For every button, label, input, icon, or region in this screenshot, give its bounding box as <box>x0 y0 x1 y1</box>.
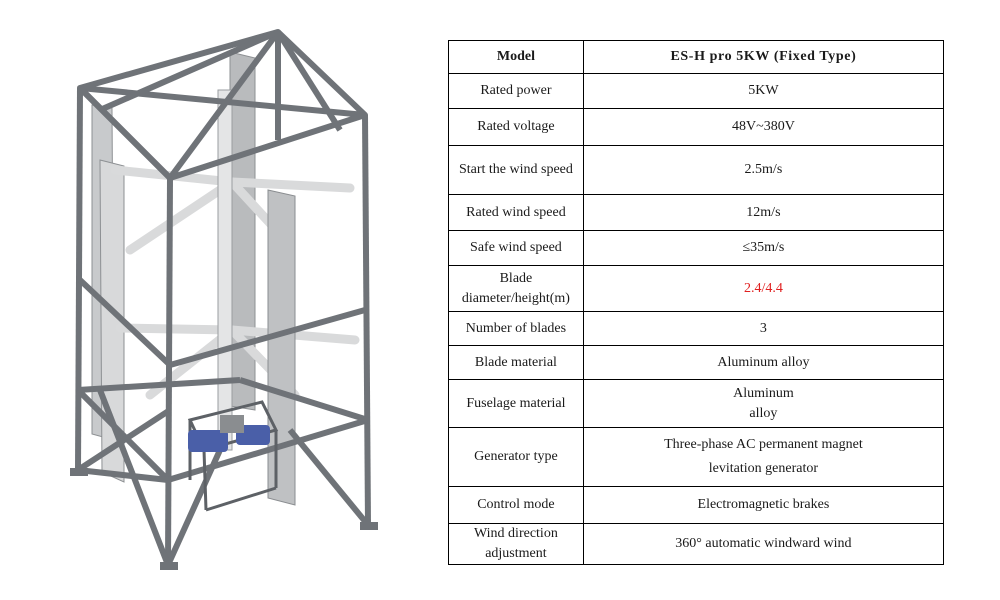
row-value <box>583 428 943 487</box>
row-label-line: Blade <box>499 270 533 286</box>
wind-turbine-illustration <box>40 10 410 590</box>
row-label-line: diameter/height(m) <box>461 290 570 306</box>
row-label: Generator type <box>449 428 584 487</box>
header-model-label: Model <box>449 41 584 74</box>
table-row <box>449 146 944 195</box>
row-value-highlight: 2.4/4.4 <box>583 266 943 312</box>
table-row <box>449 109 944 146</box>
turbine-blade-front <box>268 190 295 505</box>
row-value: Electromagnetic brakes <box>583 487 943 524</box>
row-label-line: adjustment <box>485 546 547 561</box>
row-label: Blade material <box>449 346 584 380</box>
turbine-shaft <box>218 90 232 450</box>
row-value: ≤35m/s <box>583 231 943 266</box>
table-row <box>449 428 944 487</box>
table-row <box>449 266 944 312</box>
row-label <box>449 524 584 565</box>
table-row <box>449 380 944 428</box>
table-row <box>449 312 944 346</box>
row-label: Control mode <box>449 487 584 524</box>
row-label: Start the wind speed <box>449 146 584 195</box>
header-model-value: ES-H pro 5KW (Fixed Type) <box>583 41 943 74</box>
row-label: Number of blades <box>449 312 584 346</box>
table-header-row <box>449 41 944 74</box>
row-label: Rated voltage <box>449 109 584 146</box>
table-row <box>449 74 944 109</box>
table-row <box>449 524 944 565</box>
spec-table <box>448 40 944 565</box>
row-value-line: alloy <box>749 405 778 421</box>
row-value: 360° automatic windward wind <box>583 524 943 565</box>
table-row <box>449 346 944 380</box>
row-value: 12m/s <box>583 195 943 231</box>
row-label: Rated power <box>449 74 584 109</box>
row-value-line: Aluminum <box>733 385 794 401</box>
row-label: Safe wind speed <box>449 231 584 266</box>
table-row <box>449 231 944 266</box>
table-row <box>449 195 944 231</box>
row-value: 3 <box>583 312 943 346</box>
row-value-line: Three-phase AC permanent magnet <box>664 437 863 452</box>
row-label: Rated wind speed <box>449 195 584 231</box>
row-label <box>449 266 584 312</box>
row-value-line: levitation generator <box>708 461 819 476</box>
row-value: 48V~380V <box>583 109 943 146</box>
table-row <box>449 487 944 524</box>
row-label: Fuselage material <box>449 380 584 428</box>
row-value: Aluminum alloy <box>583 346 943 380</box>
row-value: 5KW <box>583 74 943 109</box>
row-value: 2.5m/s <box>583 146 943 195</box>
row-label-line: Wind direction <box>474 526 558 541</box>
row-value <box>583 380 943 428</box>
